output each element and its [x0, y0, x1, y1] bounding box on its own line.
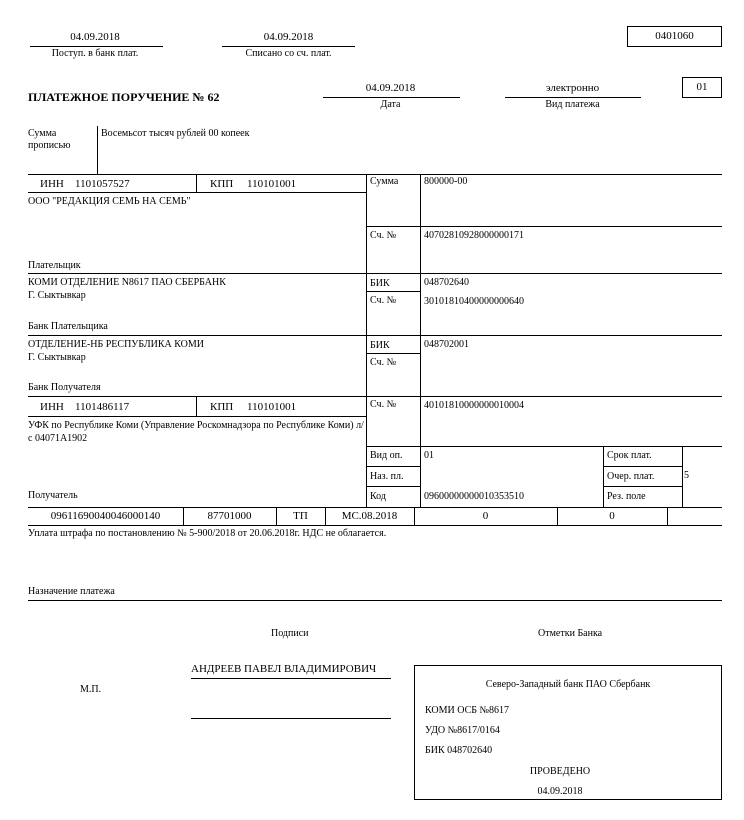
page-title: ПЛАТЕЖНОЕ ПОРУЧЕНИЕ № 62 — [28, 90, 220, 104]
amount-words-label: Сумма — [28, 128, 57, 139]
term-label: Срок плат. — [607, 450, 652, 461]
code-value: 09600000000010353510 — [424, 491, 524, 502]
bank-stamp-line: КОМИ ОСБ №8617 — [425, 705, 510, 716]
order-date-label: Дата — [380, 99, 401, 110]
payer-account-label: Сч. № — [370, 230, 397, 241]
recipient-kpp-label: КПП — [210, 401, 234, 413]
bank-stamp-status: ПРОВЕДЕНО — [529, 766, 591, 777]
divider — [366, 486, 420, 487]
recipient-inn: 1101486117 — [75, 401, 130, 413]
recipient-account-label: Сч. № — [370, 399, 397, 410]
bank-received-date: 04.09.2018 — [70, 31, 120, 43]
sum-label: Сумма — [370, 176, 399, 187]
bank-stamp-line: БИК 048702640 — [425, 745, 493, 756]
signature-line — [191, 678, 391, 679]
debited-label: Списано со сч. плат. — [245, 48, 332, 59]
payer-kpp: 110101001 — [247, 178, 297, 190]
divider — [603, 486, 682, 487]
divider — [196, 174, 197, 192]
divider — [323, 97, 460, 98]
payer-inn-label: ИНН — [40, 178, 64, 190]
payer-bank-bik: 048702640 — [424, 277, 469, 288]
divider — [28, 174, 722, 175]
payer-bank-account: 30101810400000000640 — [424, 296, 524, 307]
reserve-label: Рез. поле — [607, 491, 646, 502]
recipient-bank-bik: 048702001 — [424, 339, 469, 350]
budget-doc-number: 0 — [482, 510, 489, 522]
bank-received-label: Поступ. в банк плат. — [51, 48, 139, 59]
payer-kpp-label: КПП — [210, 178, 234, 190]
amount-words-label: прописью — [28, 140, 71, 151]
op-type-label: Вид оп. — [370, 450, 403, 461]
payer-name: ООО "РЕДАКЦИЯ СЕМЬ НА СЕМЬ" — [28, 196, 191, 207]
budget-period: МС.08.2018 — [341, 510, 398, 522]
recipient-inn-label: ИНН — [40, 401, 64, 413]
recipient-bank-city: Г. Сыктывкар — [28, 352, 86, 363]
payer-bank-label: Банк Плательщика — [28, 321, 108, 332]
payer-inn: 1101057527 — [75, 178, 130, 190]
divider — [603, 446, 604, 507]
divider — [420, 174, 421, 507]
divider — [28, 525, 722, 526]
divider — [196, 396, 197, 416]
debited-date: 04.09.2018 — [263, 31, 314, 43]
recipient-kpp: 110101001 — [247, 401, 297, 413]
divider — [366, 466, 420, 467]
recipient-name: УФК по Республике Коми (Управление Роскомнадзора по Республике Коми) л/с 04071А1902 — [28, 420, 364, 444]
bank-stamp-date: 04.09.2018 — [537, 786, 583, 797]
divider — [505, 97, 641, 98]
payer-label: Плательщик — [28, 260, 81, 271]
divider — [30, 46, 163, 47]
bank-stamp-line: УДО №8617/0164 — [425, 725, 500, 736]
recipient-bank-name: ОТДЕЛЕНИЕ-НБ РЕСПУБЛИКА КОМИ — [28, 339, 205, 350]
divider — [28, 273, 722, 274]
recipient-bank-account-label: Сч. № — [370, 357, 397, 368]
divider — [28, 192, 366, 193]
divider — [28, 396, 722, 397]
divider — [28, 507, 722, 508]
recipient-account: 40101810000000010004 — [424, 400, 524, 411]
recipient-bank-label: Банк Получателя — [28, 382, 101, 393]
budget-basis: ТП — [293, 510, 308, 522]
divider — [222, 46, 355, 47]
divider — [366, 291, 420, 292]
divider — [667, 507, 668, 525]
priority-value: 5 — [684, 470, 689, 481]
status-code: 01 — [696, 81, 708, 93]
divider — [366, 174, 367, 507]
divider — [366, 446, 722, 447]
divider — [28, 600, 722, 601]
purpose-code-label: Наз. пл. — [370, 471, 404, 482]
priority-label: Очер. плат. — [607, 471, 655, 482]
budget-doc-date: 0 — [609, 510, 615, 522]
payer-bank-name: КОМИ ОТДЕЛЕНИЕ N8617 ПАО СБЕРБАНК — [28, 277, 226, 288]
purpose-text: Уплата штрафа по постановлению № 5-900/2018 от 20.06.2018г. НДС не облагается. — [28, 528, 387, 539]
divider — [28, 416, 366, 417]
divider — [97, 126, 98, 174]
divider — [366, 353, 420, 354]
divider — [366, 226, 722, 227]
divider — [28, 335, 722, 336]
amount-words: Восемьсот тысяч рублей 00 копеек — [101, 128, 250, 139]
bank-stamp-line: Северо-Западный банк ПАО Сбербанк — [485, 679, 651, 690]
payer-account: 40702810928000000171 — [424, 230, 524, 241]
form-code: 0401060 — [655, 30, 694, 42]
stamp-label: М.П. — [80, 684, 102, 695]
recipient-label: Получатель — [28, 490, 78, 501]
bank-marks-label: Отметки Банка — [538, 628, 603, 639]
recipient-bank-bik-label: БИК — [370, 340, 390, 351]
payment-type-label: Вид платежа — [545, 99, 600, 110]
budget-kbk: 09611690040046000140 — [50, 510, 161, 522]
sum-value: 800000-00 — [424, 176, 468, 187]
payment-type: электронно — [545, 82, 600, 94]
order-date: 04.09.2018 — [365, 82, 416, 94]
signature-line — [191, 718, 391, 719]
payer-bank-bik-label: БИК — [370, 278, 390, 289]
payer-bank-account-label: Сч. № — [370, 295, 397, 306]
divider — [603, 466, 682, 467]
code-label: Код — [370, 491, 386, 502]
divider — [682, 446, 683, 507]
budget-oktmo: 87701000 — [207, 510, 252, 522]
payer-bank-city: Г. Сыктывкар — [28, 290, 86, 301]
purpose-label: Назначение платежа — [28, 586, 115, 597]
signatures-label: Подписи — [271, 628, 309, 639]
op-type: 01 — [424, 450, 434, 461]
signer-name: АНДРЕЕВ ПАВЕЛ ВЛАДИМИРОВИЧ — [191, 663, 377, 675]
